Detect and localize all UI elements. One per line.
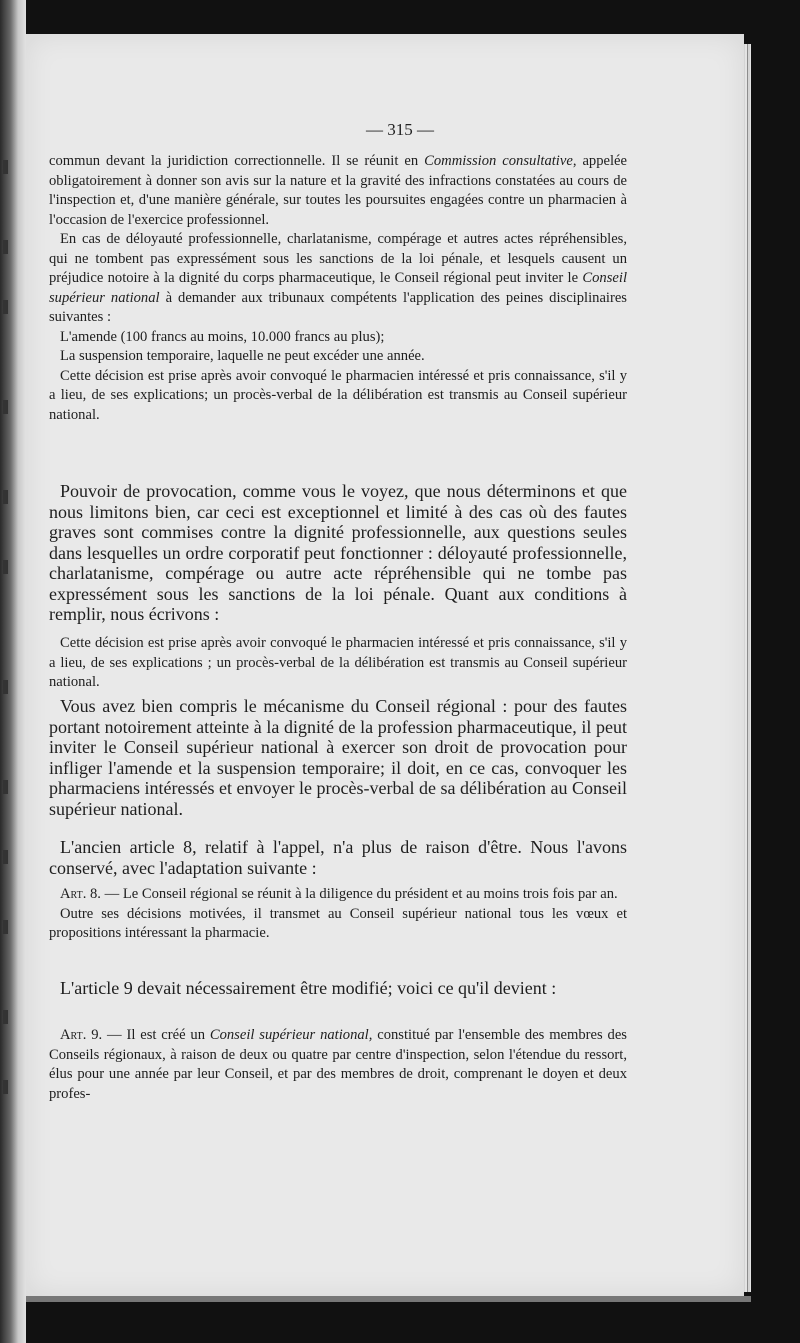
page-number: — 315 — (366, 120, 434, 139)
quoted-decision (49, 634, 627, 693)
text-run: — Il est créé un (102, 1027, 210, 1043)
italic-term: Conseil supérieur national (49, 270, 627, 306)
paragraph (49, 230, 627, 328)
paragraph: Cette décision est prise après avoir convoqué le pharmacien intéressé et pris connaissance, s'il y a lieu, de ses explications ; un procès-verbal de la délibération est transmis au Conseil supérieur national. (49, 635, 627, 690)
article-label: Art. 8. (60, 886, 101, 902)
quoted-article-9 (49, 1026, 627, 1104)
text-run: constitué par l'ensemble des membres des Conseils régionaux, à raison de deux ou quatre par centre d'inspection, selon l'étendue du ressort, élus pour une année par leur Conseil, et par des membres de droit, comprenant le doyen et deux profes- (49, 1027, 627, 1102)
commentary-paragraph (49, 837, 627, 878)
italic-term: Commission consultative (424, 153, 573, 169)
book-binding-edge (0, 0, 26, 1343)
paragraph: Outre ses décisions motivées, il transmet au Conseil supérieur national tous les vœux et propositions intéressant la pharmacie. (49, 905, 627, 941)
paragraph (49, 885, 627, 905)
italic-term: Conseil supérieur national, (209, 1027, 373, 1043)
commentary-paragraph (49, 978, 627, 999)
text-run: commun devant la juridiction correctionnelle. Il se réunit en (49, 153, 425, 169)
paragraph: Pouvoir de provocation, comme vous le voyez, que nous déterminons et que nous limitons bien, car ceci est exceptionnel et limité à des cas où des fautes graves sont commises contre la dignité professionnelle, aux questions seules dans lesquelles un ordre corporatif peut fonctionner : déloyauté professionnelle, charlatanisme, compérage ou autre acte répréhensible qui ne tombe pas expressément sous les sanctions de la loi pénale. Quant aux conditions à remplir, nous écrivons : (49, 481, 627, 624)
commentary-paragraph (49, 696, 627, 819)
paragraph: Vous avez bien compris le mécanisme du Conseil régional : pour des fautes portant notoirement atteinte à la dignité de la profession pharmaceutique, il peut inviter le Conseil supérieur national à exercer son droit de provocation pour infliger l'amende et la suspension temporaire; il doit, en ce cas, convoquer les pharmaciens intéressés et envoyer le procès-verbal de sa délibération au Conseil supérieur national. (49, 696, 627, 819)
paragraph: L'article 9 devait nécessairement être modifié; voici ce qu'il devient : (60, 978, 557, 998)
paragraph: La suspension temporaire, laquelle ne peut excéder une année. (60, 348, 425, 364)
page-bottom-edge (26, 1296, 751, 1302)
paragraph: L'ancien article 8, relatif à l'appel, n'a plus de raison d'être. Nous l'avons conservé, avec l'adaptation suivante : (49, 837, 627, 878)
commentary-paragraph (49, 481, 627, 625)
text-run: — Le Conseil régional se réunit à la diligence du président et au moins trois fois par an. (100, 886, 618, 902)
quoted-article-7 (49, 152, 627, 425)
paragraph (49, 152, 627, 230)
text-run: à demander aux tribunaux compétents l'application des peines disciplinaires suivantes : (49, 289, 627, 325)
paragraph: L'amende (100 francs au moins, 10.000 francs au plus); (60, 328, 385, 345)
text-run: , appelée obligatoirement à donner son avis sur la nature et la gravité des infractions constatées au cours de l'inspection et, d'une manière générale, sur toutes les poursuites engagées contre un pharmacien à l'occasion de l'exercice professionnel. (49, 153, 627, 228)
paragraph (49, 1026, 627, 1104)
text-run: En cas de déloyauté professionnelle, charlatanisme, compérage et autres actes répréhensibles, qui ne tombent pas expressément sous les sanctions de la loi pénale, et lesquels causent un préjudice notoire à la dignité du corps pharmaceutique, le Conseil régional peut inviter le (49, 231, 627, 286)
paragraph: Cette décision est prise après avoir convoqué le pharmacien intéressé et pris connaissance, s'il y a lieu, de ses explications; un procès-verbal de la délibération est transmis au Conseil supérieur national. (49, 367, 627, 423)
article-label: Art. 9. (60, 1027, 103, 1043)
quoted-article-8 (49, 885, 627, 944)
